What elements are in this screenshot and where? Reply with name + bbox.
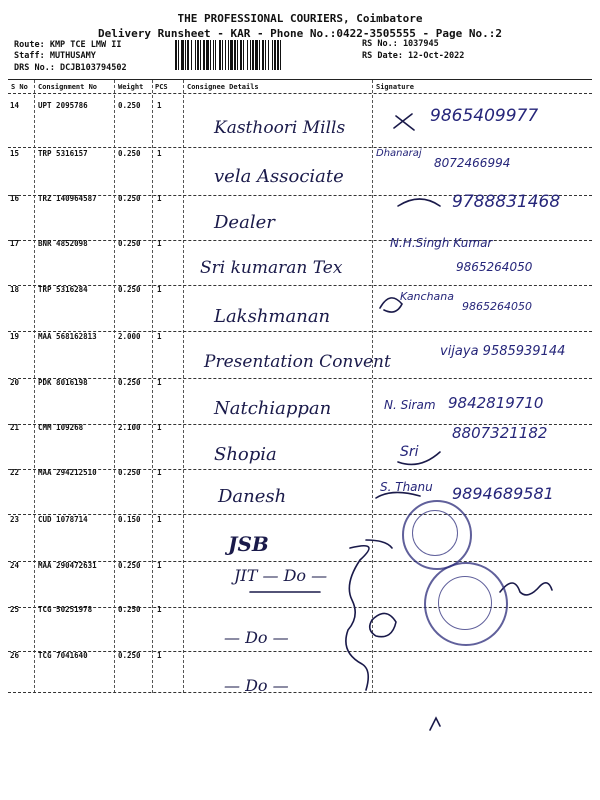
row-weight: 2.000 — [118, 332, 141, 341]
row-weight: 0.250 — [118, 149, 141, 158]
row-sno: 14 — [10, 101, 20, 110]
row-weight: 0.250 — [118, 239, 141, 248]
route-label: Route: KMP TCE LMW II — [14, 40, 122, 50]
signature-phone: 9865264050 — [462, 300, 532, 313]
row-weight: 0.250 — [118, 285, 141, 294]
col-header-consignment: Consignment No — [38, 83, 98, 91]
consignee-name: vela Associate — [214, 166, 344, 187]
signature-phone: 9842819710 — [448, 394, 544, 412]
row-sno: 22 — [10, 468, 20, 477]
consignee-name: Dealer — [214, 212, 275, 233]
rs-date: RS Date: 12-Oct-2022 — [362, 51, 465, 61]
row-sno: 24 — [10, 561, 20, 570]
signature-phone: 9894689581 — [452, 484, 554, 503]
row-sno: 26 — [10, 651, 20, 660]
row-weight: 0.250 — [118, 101, 141, 110]
staff-label: Staff: MUTHUSAMY — [14, 51, 96, 61]
row-pcs: 1 — [157, 285, 162, 294]
col-header-sno: S No — [11, 83, 28, 91]
row-weight: 0.250 — [118, 651, 141, 660]
row-pcs: 1 — [157, 605, 162, 614]
row-sno: 15 — [10, 149, 20, 158]
row-sno: 18 — [10, 285, 20, 294]
consignee-name: — Do — — [224, 628, 289, 647]
row-weight: 0.250 — [118, 561, 141, 570]
row-sno: 17 — [10, 239, 20, 248]
row-consignment-no: TRP 5316157 — [38, 149, 88, 158]
consignee-name: JSB — [228, 532, 269, 556]
row-sno: 25 — [10, 605, 20, 614]
institution-stamp-inner — [412, 510, 458, 556]
row-weight: 0.250 — [118, 605, 141, 614]
runsheet-subtitle: Delivery Runsheet - KAR - Phone No.:0422-3505555 - Page No.:2 — [98, 27, 502, 40]
consignee-name: — Do — — [224, 676, 289, 695]
row-sno: 23 — [10, 515, 20, 524]
row-consignment-no: MAA 290472631 — [38, 561, 97, 570]
row-pcs: 1 — [157, 423, 162, 432]
signature-name: N.H.Singh Kumar — [390, 236, 493, 250]
row-sno: 21 — [10, 423, 20, 432]
drs-number: DRS No.: DCJB103794502 — [14, 63, 127, 73]
consignee-name: Shopia — [214, 444, 277, 465]
signature-name: S. Thanu — [380, 480, 433, 494]
row-pcs: 1 — [157, 149, 162, 158]
row-pcs: 1 — [157, 468, 162, 477]
signature-phone: 8807321182 — [452, 424, 548, 442]
signature-phone: 8072466994 — [434, 156, 511, 170]
signature-name: Sri — [400, 444, 419, 460]
col-header-weight: Weight — [118, 83, 144, 91]
row-pcs: 1 — [157, 651, 162, 660]
col-header-consignee: Consignee Details — [187, 83, 259, 91]
row-consignment-no: BNR 4852098 — [38, 239, 88, 248]
row-weight: 0.150 — [118, 515, 141, 524]
row-pcs: 1 — [157, 239, 162, 248]
company-title: THE PROFESSIONAL COURIERS, Coimbatore — [177, 12, 423, 25]
row-consignment-no: UPT 2095786 — [38, 101, 88, 110]
consignee-name: Sri kumaran Tex — [200, 258, 343, 278]
consignee-name: Kasthoori Mills — [214, 118, 346, 138]
row-consignment-no: PDK 8016198 — [38, 378, 88, 387]
row-pcs: 1 — [157, 194, 162, 203]
row-pcs: 1 — [157, 561, 162, 570]
row-consignment-no: MAA 294212510 — [38, 468, 97, 477]
row-sno: 20 — [10, 378, 20, 387]
row-weight: 0.250 — [118, 194, 141, 203]
rs-number: RS No.: 1037945 — [362, 39, 439, 49]
row-consignment-no: MAA 568162813 — [38, 332, 97, 341]
consignee-name: JIT — Do — — [234, 566, 328, 585]
row-pcs: 1 — [157, 332, 162, 341]
col-header-signature: Signature — [376, 83, 414, 91]
signature-phone: 9865264050 — [456, 260, 533, 274]
row-weight: 0.250 — [118, 378, 141, 387]
row-pcs: 1 — [157, 515, 162, 524]
signature-phone: 9788831468 — [452, 192, 561, 212]
row-sno: 19 — [10, 332, 20, 341]
row-weight: 0.250 — [118, 468, 141, 477]
institution-stamp-inner — [438, 576, 492, 630]
consignee-name: Lakshmanan — [214, 306, 331, 327]
signature-phone: 9865409977 — [430, 106, 539, 126]
col-header-pcs: PCS — [155, 83, 168, 91]
signature-name: Dhanaraj — [376, 148, 422, 159]
signature-phone: vijaya 9585939144 — [440, 344, 566, 359]
signature-name: Kanchana — [400, 290, 455, 303]
row-weight: 2.100 — [118, 423, 141, 432]
signature-name: N. Siram — [384, 398, 436, 412]
row-consignment-no: CMM 109268 — [38, 423, 84, 432]
row-consignment-no: TRZ 140964587 — [38, 194, 97, 203]
row-pcs: 1 — [157, 378, 162, 387]
consignee-name: Presentation Convent — [204, 352, 391, 372]
row-consignment-no: TRP 5316284 — [38, 285, 88, 294]
row-pcs: 1 — [157, 101, 162, 110]
row-consignment-no: TCG 50251978 — [38, 605, 93, 614]
consignee-name: Danesh — [218, 486, 287, 507]
consignee-name: Natchiappan — [214, 398, 332, 419]
row-sno: 16 — [10, 194, 20, 203]
row-consignment-no: CUD 1078714 — [38, 515, 88, 524]
row-consignment-no: TCG 7041640 — [38, 651, 88, 660]
